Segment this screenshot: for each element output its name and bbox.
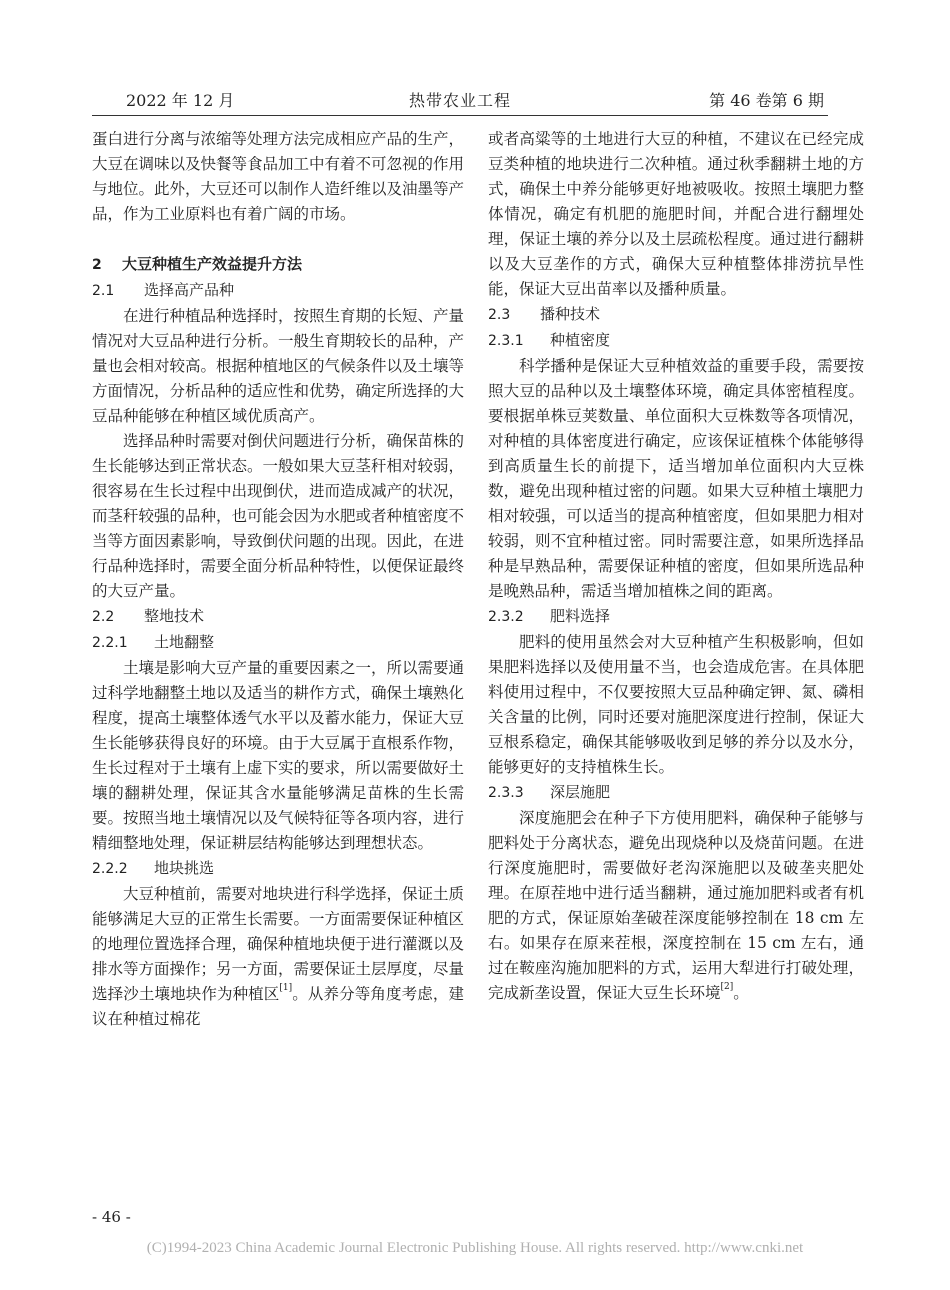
- section-2-heading: [92, 252, 464, 278]
- section-2-1-number: 2.1: [92, 283, 115, 299]
- section-2-1-title: 选择高产品种: [144, 281, 235, 299]
- section-2-3-2-paragraph: 肥料的使用虽然会对大豆种植产生积极影响，但如果肥料选择以及使用量不当，也会造成危害。在具体肥料使用过程中，不仅要按照大豆品种确定钾、氮、磷相关含量的比例，同时还要对施肥深度进行控制，保证大豆根系稳定，确保其能够吸收到足够的养分以及水分，能够更好的支持植株生长。: [488, 633, 864, 776]
- section-gap: [92, 227, 464, 252]
- section-2-2-2-text-b: 。从养分等角度考虑，建议在种植过棉花: [92, 985, 464, 1028]
- page-header: [92, 88, 828, 112]
- section-2-2-1-number: 2.2.1: [92, 635, 128, 651]
- citation-2[interactable]: [2]: [720, 982, 734, 992]
- section-2-2-number: 2.2: [92, 609, 115, 625]
- section-2-3-1-number: 2.3.1: [488, 333, 524, 349]
- section-2-2-1-heading: [92, 630, 464, 656]
- header-rule: [92, 115, 828, 116]
- page-number: - 46 -: [92, 1208, 131, 1226]
- right-column: [488, 127, 864, 1006]
- section-2-3-3-heading: [488, 780, 864, 806]
- section-2-3-3-paragraph: [488, 806, 864, 1006]
- section-2-3-3-text-b: 。: [733, 984, 749, 1002]
- section-2-1-paragraph-1: 在进行种植品种选择时，按照生育期的长短、产量情况对大豆品种进行分析。一般生育期较长的品种，产量也会相对较高。根据种植地区的气候条件以及土壤等方面情况，分析品种的适应性和优势，确定所选择的大豆品种能够在种植区域优质高产。: [92, 307, 465, 425]
- section-2-1-paragraph-2: 选择品种时需要对倒伏问题进行分析，确保苗株的生长能够达到正常状态。一般如果大豆茎秆相对较弱，很容易在生长过程中出现倒伏，进而造成减产的状况，而茎秆较强的品种，也可能会因为水肥或者种植密度不当等方面因素影响，导致倒伏问题的出现。因此，在进行品种选择时，需要全面分析品种特性，以便保证最终的大豆产量。: [92, 432, 465, 600]
- copyright-watermark: (C)1994-2023 China Academic Journal Electronic Publishing House. All rights reserved. http://www.cnki.net: [146, 1240, 804, 1256]
- section-2-2-2-number: 2.2.2: [92, 861, 128, 877]
- header-date: 2022 年 12 月: [126, 91, 235, 110]
- section-2-2-heading: [92, 604, 464, 630]
- citation-1[interactable]: [1]: [279, 983, 293, 993]
- left-column: [92, 127, 464, 1032]
- header-journal-title: 热带农业工程: [408, 91, 511, 110]
- section-2-2-2-paragraph: [92, 882, 464, 1032]
- section-2-number: 2: [92, 257, 102, 273]
- section-2-2-2-title: 地块挑选: [154, 859, 215, 877]
- section-2-3-2-number: 2.3.2: [488, 609, 524, 625]
- section-2-title: 大豆种植生产效益提升方法: [122, 255, 303, 273]
- header-issue: 第 46 卷第 6 期: [709, 91, 824, 110]
- continued-paragraph: 或者高粱等的土地进行大豆的种植，不建议在已经完成豆类种植的地块进行二次种植。通过秋季翻耕土地的方式，确保土中养分能够更好地被吸收。按照土壤肥力整体情况，确定有机肥的施肥时间，并配合进行翻埋处理，保证土壤的养分以及土层疏松程度。通过进行翻耕以及大豆垄作的方式，确保大豆种植整体排涝抗旱性能，保证大豆出苗率以及播种质量。: [488, 130, 864, 298]
- section-2-2-1-title: 土地翻整: [154, 633, 215, 651]
- section-2-2-2-heading: [92, 856, 464, 882]
- section-2-3-heading: [488, 302, 864, 328]
- section-2-1-heading: [92, 278, 464, 304]
- section-2-3-3-number: 2.3.3: [488, 785, 524, 801]
- section-2-2-2-text-a: 大豆种植前，需要对地块进行科学选择，保证土质能够满足大豆的正常生长需要。一方面需要保证种植区的地理位置选择合理，确保种植地块便于进行灌溉以及排水等方面操作；另一方面，需要保证土层厚度，尽量选择沙土壤地块作为种植区: [92, 885, 465, 1003]
- section-2-3-3-title: 深层施肥: [550, 783, 611, 801]
- section-2-2-1-paragraph: 土壤是影响大豆产量的重要因素之一，所以需要通过科学地翻整土地以及适当的耕作方式，确保土壤熟化程度，提高土壤整体透气水平以及蓄水能力，保证大豆生长能够获得良好的环境。由于大豆属于直根系作物，生长过程对于土壤有上虚下实的要求，所以需要做好土壤的翻耕处理，保证其含水量能够满足苗株的生长需要。按照当地土壤情况以及气候特征等各项内容，进行精细整地处理，保证耕层结构能够达到理想状态。: [92, 659, 465, 852]
- section-2-2-title: 整地技术: [144, 607, 205, 625]
- section-2-3-1-paragraph: 科学播种是保证大豆种植效益的重要手段，需要按照大豆的品种以及土壤整体环境，确定具体密植程度。要根据单株豆荚数量、单位面积大豆株数等各项情况，对种植的具体密度进行确定，应该保证植株个体能够得到高质量生长的前提下，适当增加单位面积内大豆株数，避免出现种植过密的问题。如果大豆种植土壤肥力相对较强，可以适当的提高种植密度，但如果肥力相对较弱，则不宜种植过密。同时需要注意，如果所选择品种是早熟品种，需要保证种植的密度，但如果所选品种是晚熟品种，需适当增加植株之间的距离。: [488, 357, 864, 600]
- section-2-3-3-text-a: 深度施肥会在种子下方使用肥料，确保种子能够与肥料处于分离状态，避免出现烧种以及烧苗问题。在进行深度施肥时，需要做好老沟深施肥以及破垄夹肥处理。在原茬地中进行适当翻耕，通过施加肥料或者有机肥的方式，保证原始垄破茬深度能够控制在 18 cm 左右。如果存在原来茬根，深度控制在 15 cm 左右，通过在鞍座沟施加肥料的方式，运用大犁进行打破处理，完成新垄设置，保证大豆生长环境: [488, 809, 864, 1002]
- section-2-3-2-title: 肥料选择: [550, 607, 611, 625]
- section-2-3-number: 2.3: [488, 307, 511, 323]
- section-2-3-2-heading: [488, 604, 864, 630]
- section-2-3-1-heading: [488, 328, 864, 354]
- intro-paragraph: 蛋白进行分离与浓缩等处理方法完成相应产品的生产，大豆在调味以及快餐等食品加工中有着不可忽视的作用与地位。此外，大豆还可以制作人造纤维以及油墨等产品，作为工业原料也有着广阔的市场。: [92, 130, 465, 223]
- section-2-3-title: 播种技术: [540, 305, 601, 323]
- section-2-3-1-title: 种植密度: [550, 331, 611, 349]
